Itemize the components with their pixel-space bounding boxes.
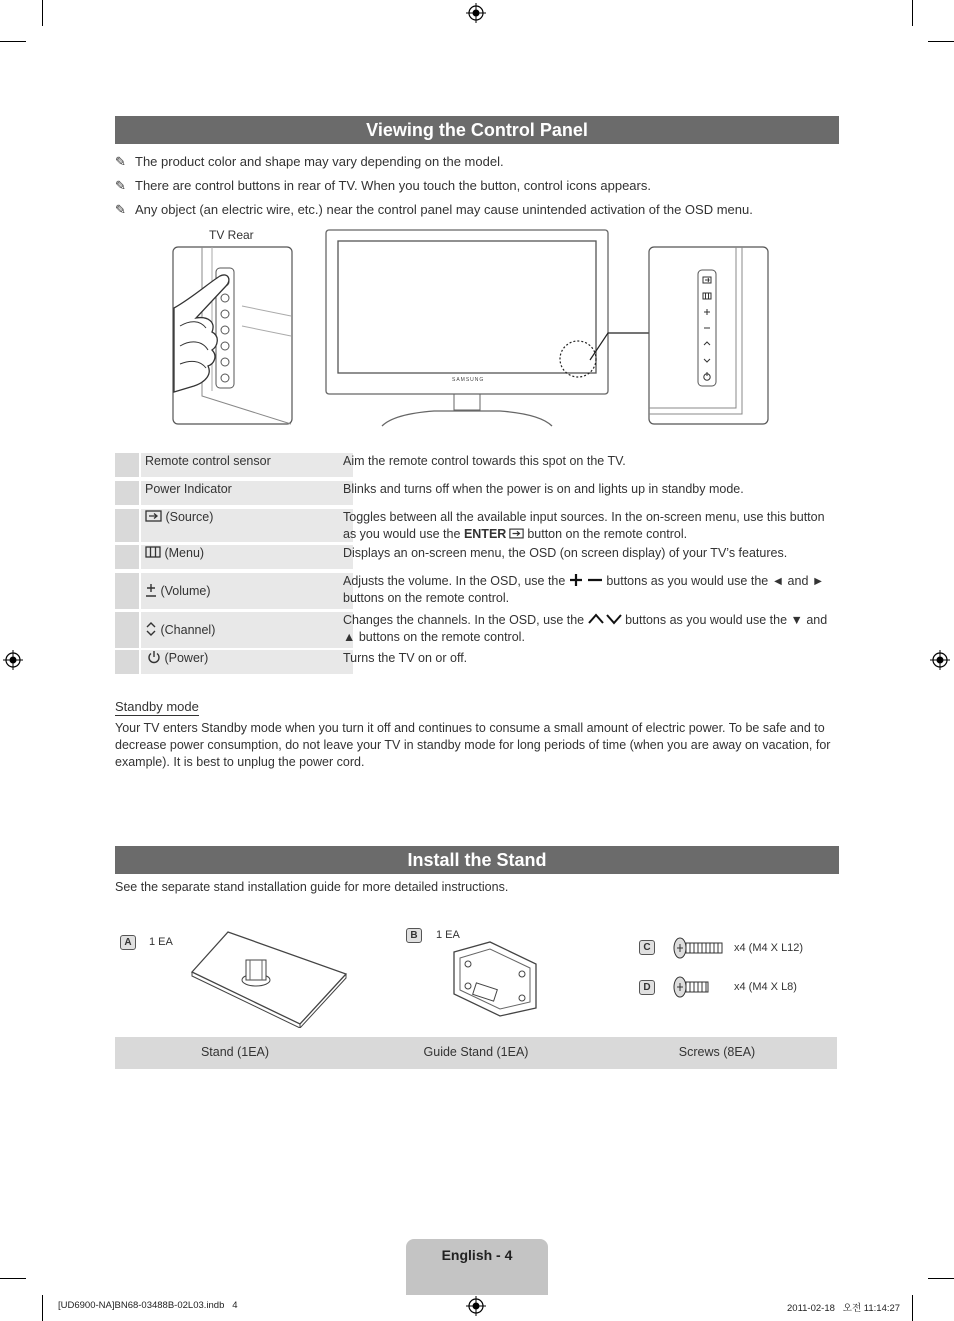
standby-text: Your TV enters Standby mode when you turn it off and continues to consume a small amount of electric power. To be safe and to decrease power consumption, do not leave your TV in standby mode for long periods of time (when you are away on vacation, for example). It is best to unplug the power cord.	[115, 721, 831, 769]
crop-mark	[928, 1278, 954, 1279]
control-name: Power Indicator	[141, 481, 353, 505]
table-row	[115, 509, 839, 542]
menu-icon	[145, 546, 161, 558]
part-letter-badge: A	[120, 935, 136, 950]
channel-icon	[145, 622, 157, 636]
row-marker	[115, 481, 139, 505]
callout-line	[588, 330, 652, 362]
crop-mark	[42, 0, 43, 26]
note: ✎ There are control buttons in rear of TV. When you touch the button, control icons appears.	[115, 178, 651, 193]
control-name: (Menu)	[164, 546, 205, 560]
crop-mark	[42, 1295, 43, 1321]
crop-mark	[928, 41, 954, 42]
table-row	[115, 650, 839, 674]
tv-front-illustration	[324, 228, 610, 430]
volume-icon	[145, 583, 157, 597]
stand-base-illustration	[180, 928, 350, 1028]
date-info: 2011-02-18 오전 11:14:27	[787, 1303, 901, 1314]
part-letter-badge: B	[406, 928, 422, 943]
control-description: Toggles between all the available input sources. In the on-screen menu, use this button as you would use the ENTER button on the remote control.	[343, 510, 825, 541]
control-description: Turns the TV on or off.	[343, 651, 468, 665]
control-icons-closeup	[648, 246, 770, 426]
control-name: Remote control sensor	[141, 453, 353, 477]
table-row	[115, 612, 839, 648]
crop-mark	[0, 41, 26, 42]
tv-rear-label: TV Rear	[209, 228, 254, 242]
source-icon	[145, 510, 162, 522]
crop-mark	[0, 1278, 26, 1279]
row-marker	[115, 573, 139, 609]
control-description: Displays an on-screen menu, the OSD (on screen display) of your TV’s features.	[343, 546, 788, 560]
section-title-install-stand: Install the Stand	[115, 846, 839, 874]
control-description: Aim the remote control towards this spot on the TV.	[343, 454, 626, 468]
pencil-note-icon: ✎	[115, 202, 126, 217]
row-marker	[115, 612, 139, 648]
row-marker	[115, 453, 139, 477]
long-screw-icon	[672, 936, 724, 960]
standby-title: Standby mode	[115, 699, 199, 714]
table-row	[115, 573, 839, 609]
table-row	[115, 453, 839, 477]
note: ✎ Any object (an electric wire, etc.) near the control panel may cause unintended activation of the OSD menu.	[115, 202, 753, 217]
enter-label: ENTER	[463, 527, 507, 541]
page-number: English - 4	[441, 1247, 513, 1263]
control-name: (Power)	[164, 651, 209, 665]
guide-stand-illustration	[444, 938, 544, 1018]
brand-logo: SAMSUNG	[452, 377, 485, 383]
file-info: [UD6900-NA]BN68-03488B-02L03.indb 4	[58, 1300, 238, 1311]
registration-mark-icon	[466, 1296, 486, 1316]
row-marker	[115, 509, 139, 542]
control-description: Blinks and turns off when the power is on and lights up in standby mode.	[343, 482, 744, 496]
crop-mark	[912, 0, 913, 26]
table-row	[115, 545, 839, 569]
up-down-icon	[588, 613, 622, 625]
part-quantity: x4 (M4 X L8)	[734, 981, 797, 993]
short-screw-icon	[672, 975, 712, 999]
registration-mark-icon	[930, 650, 950, 670]
part-letter-badge: D	[639, 980, 655, 995]
part-quantity: 1 EA	[149, 936, 173, 948]
part-quantity: x4 (M4 X L12)	[734, 942, 804, 954]
caption-screws: Screws (8EA)	[678, 1045, 756, 1059]
pencil-note-icon: ✎	[115, 178, 126, 193]
plus-minus-icon	[569, 574, 603, 586]
power-icon	[147, 650, 161, 664]
table-row	[115, 481, 839, 505]
tv-rear-hand-illustration	[172, 246, 294, 426]
pencil-note-icon: ✎	[115, 154, 126, 169]
row-marker	[115, 545, 139, 569]
control-description: Adjusts the volume. In the OSD, use the buttons as you would use the ◄ and ► buttons on the remote control.	[343, 574, 825, 605]
part-letter-badge: C	[639, 940, 655, 955]
stand-intro: See the separate stand installation guide for more detailed instructions.	[115, 880, 509, 894]
registration-mark-icon	[466, 3, 486, 23]
enter-icon	[509, 528, 524, 539]
caption-guide-stand: Guide Stand (1EA)	[423, 1045, 529, 1059]
note: ✎ The product color and shape may vary depending on the model.	[115, 154, 504, 169]
registration-mark-icon	[3, 650, 23, 670]
control-name: (Source)	[165, 510, 214, 524]
control-name: (Volume)	[160, 584, 211, 598]
row-marker	[115, 650, 139, 674]
caption-stand: Stand (1EA)	[200, 1045, 270, 1059]
section-title-control-panel: Viewing the Control Panel	[115, 116, 839, 144]
control-name: (Channel)	[160, 623, 216, 637]
crop-mark	[912, 1295, 913, 1321]
part-quantity: 1 EA	[436, 929, 460, 941]
control-description: Changes the channels. In the OSD, use the buttons as you would use the ▼ and ▲ buttons on the remote control.	[343, 613, 828, 644]
